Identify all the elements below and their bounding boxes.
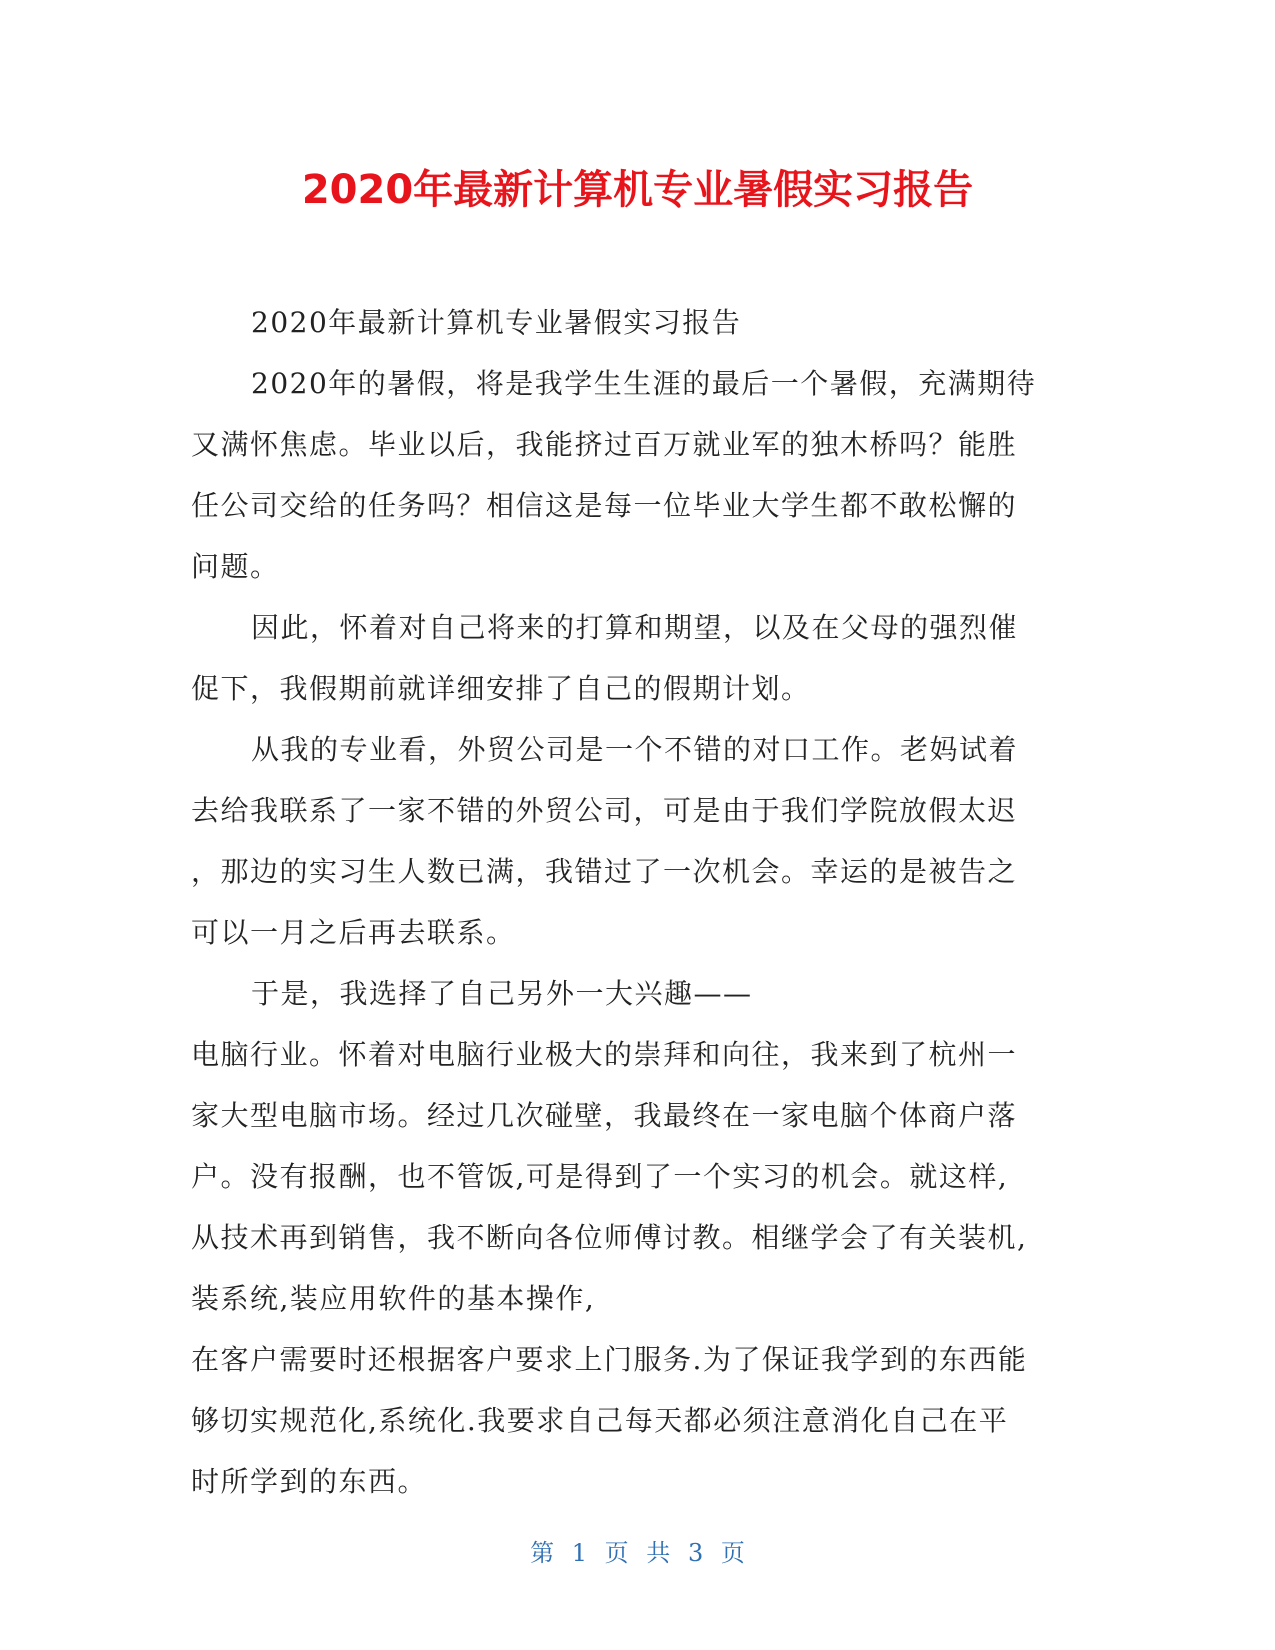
body-line: 因此，怀着对自己将来的打算和期望，以及在父母的强烈催 xyxy=(251,611,1019,644)
body-line: 2020年最新计算机专业暑假实习报告 xyxy=(251,306,742,339)
body-line: 从我的专业看，外贸公司是一个不错的对口工作。老妈试着 xyxy=(251,733,1019,766)
body-line: 电脑行业。怀着对电脑行业极大的崇拜和向往，我来到了杭州一 xyxy=(191,1038,1018,1071)
page-number-footer: 第 1 页 共 3 页 xyxy=(530,1539,745,1567)
body-line: 可以一月之后再去联系。 xyxy=(191,916,516,949)
body-line: 问题。 xyxy=(191,550,280,583)
body-line: 在客户需要时还根据客户要求上门服务.为了保证我学到的东西能 xyxy=(191,1343,1028,1376)
document-title: 2020年最新计算机专业暑假实习报告 xyxy=(301,167,974,213)
body-line: 去给我联系了一家不错的外贸公司，可是由于我们学院放假太迟 xyxy=(191,794,1018,827)
body-line: 从技术再到销售，我不断向各位师傅讨教。相继学会了有关装机, xyxy=(191,1221,1028,1254)
document-body xyxy=(191,292,1086,1512)
body-line: 家大型电脑市场。经过几次碰壁，我最终在一家电脑个体商户落 xyxy=(191,1099,1018,1132)
body-line: 时所学到的东西。 xyxy=(191,1465,428,1498)
body-line: 够切实规范化,系统化.我要求自己每天都必须注意消化自己在平 xyxy=(191,1404,1009,1437)
body-line: 装系统,装应用软件的基本操作, xyxy=(191,1282,596,1315)
body-line: 促下，我假期前就详细安排了自己的假期计划。 xyxy=(191,672,811,705)
body-line: 户。没有报酬，也不管饭,可是得到了一个实习的机会。就这样, xyxy=(191,1160,1009,1193)
body-line: 又满怀焦虑。毕业以后，我能挤过百万就业军的独木桥吗？能胜 xyxy=(191,428,1018,461)
body-line: 任公司交给的任务吗？相信这是每一位毕业大学生都不敢松懈的 xyxy=(191,489,1018,522)
body-line: ，那边的实习生人数已满，我错过了一次机会。幸运的是被告之 xyxy=(191,855,1018,888)
body-line: 2020年的暑假，将是我学生生涯的最后一个暑假，充满期待 xyxy=(251,367,1037,400)
body-line: 于是，我选择了自己另外一大兴趣—— xyxy=(251,977,753,1010)
